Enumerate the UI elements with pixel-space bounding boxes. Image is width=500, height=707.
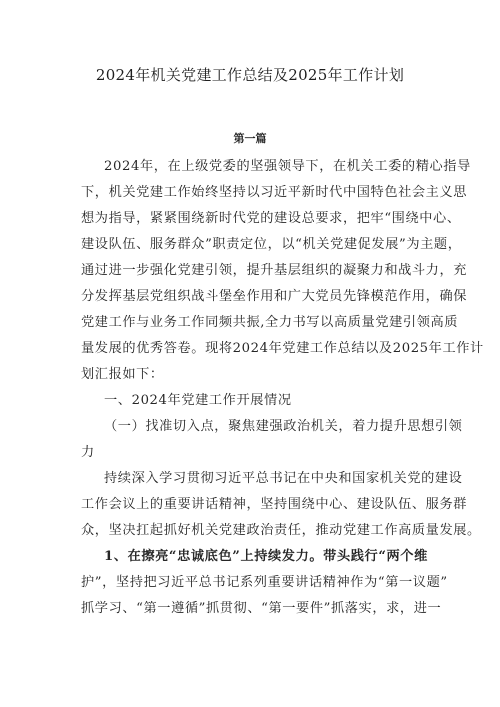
paragraph-line: 建设队伍、服务群众”职责定位，以“机关党建促发展”为主题， — [81, 237, 462, 252]
document-title: 2024年机关党建工作总结及2025年工作计划 — [95, 66, 405, 84]
paragraph-line: 2024年，在上级党委的坚强领导下，在机关工委的精心指导 — [104, 159, 471, 174]
section-heading: 一、2024年党建工作开展情况 — [104, 393, 292, 408]
paragraph-line: 通过进一步强化党建引领，提升基层组织的凝聚力和战斗力，充 — [81, 263, 468, 278]
paragraph-line: 量发展的优秀答卷。现将2024年党建工作总结以及2025年工作计 — [81, 341, 484, 356]
paragraph-line: 想为指导，紧紧围绕新时代党的建设总要求，把牢“围绕中心、 — [81, 211, 461, 226]
paragraph-line: 划汇报如下： — [81, 367, 164, 382]
paragraph-line: 分发挥基层党组织战斗堡垒作用和广大党员先锋模范作用，确保 — [81, 289, 468, 304]
paragraph-line: 抓学习、“第一遵循”抓贯彻、“第一要件”抓落实，求，进一 — [81, 601, 442, 616]
subsection-heading: 力 — [81, 445, 95, 460]
paragraph-line: 党建工作与业务工作同频共振,全力书写以高质量党建引领高质 — [81, 315, 459, 330]
paragraph-line: 下，机关党建工作始终坚持以习近平新时代中国特色社会主义思 — [81, 185, 468, 200]
paragraph-line: 护”，坚持把习近平总书记系列重要讲话精神作为“第一议题” — [81, 575, 448, 590]
section-label: 第一篇 — [233, 132, 267, 145]
paragraph-line: 工作会议上的重要讲话精神，坚持围绕中心、建设队伍、服务群 — [81, 497, 468, 512]
subsection-heading: （一）找准切入点，聚焦建强政治机关，着力提升思想引领 — [104, 419, 463, 434]
paragraph-line: 持续深入学习贯彻习近平总书记在中央和国家机关党的建设 — [104, 471, 463, 486]
paragraph-line: 众，坚决扛起抓好机关党建政治责任，推动党建工作高质量发展。 — [81, 523, 481, 538]
numbered-item-line: 1、在擦亮“忠诚底色”上持续发力。带头践行“两个维 — [104, 549, 428, 564]
